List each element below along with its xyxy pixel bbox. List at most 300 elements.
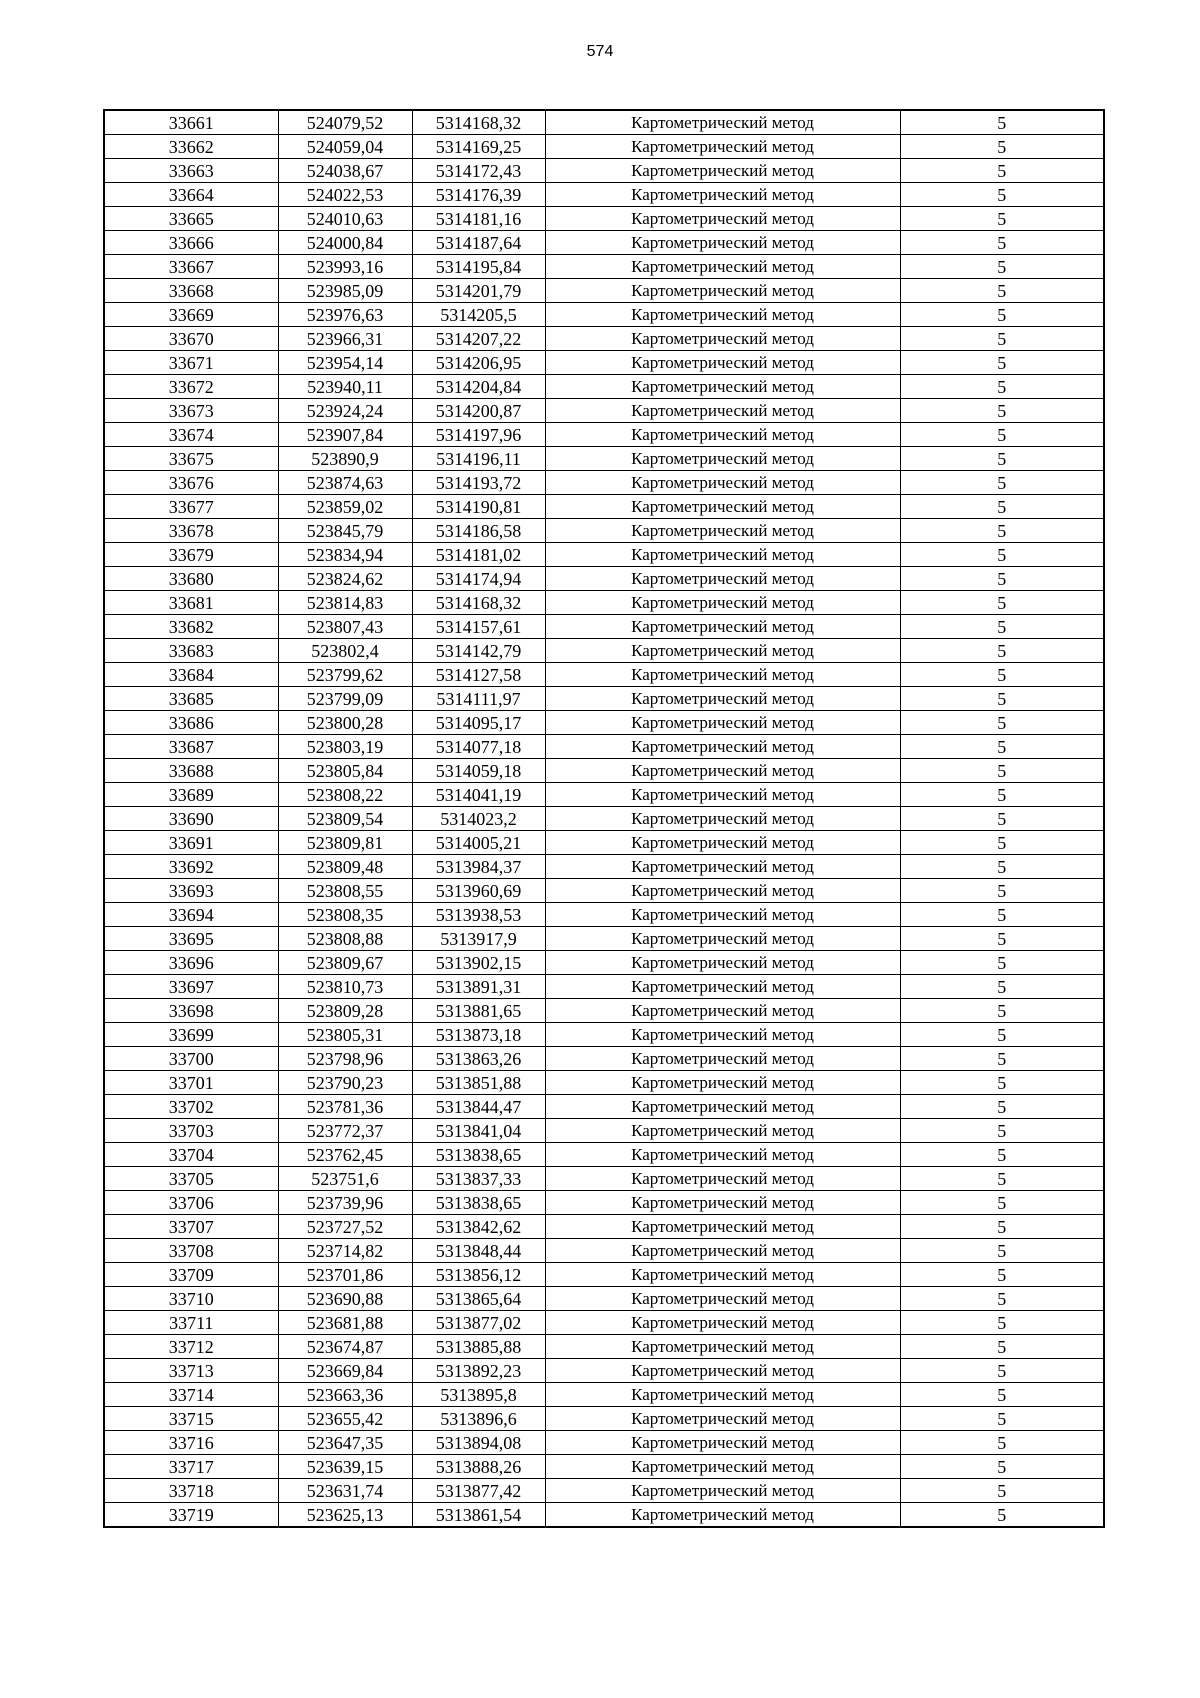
table-row: [104, 711, 1104, 735]
table-row: [104, 1263, 1104, 1287]
method-cell: Картометрический метод: [545, 1167, 900, 1191]
y-coordinate-cell: 5313891,31: [412, 975, 545, 999]
method-cell: Картометрический метод: [545, 159, 900, 183]
x-coordinate-cell: 523924,24: [278, 399, 412, 423]
point-number-cell: 33687: [104, 735, 278, 759]
method-cell: Картометрический метод: [545, 1191, 900, 1215]
method-cell: Картометрический метод: [545, 110, 900, 135]
point-number-cell: 33714: [104, 1383, 278, 1407]
accuracy-cell: 5: [900, 1311, 1104, 1335]
x-coordinate-cell: 523807,43: [278, 615, 412, 639]
y-coordinate-cell: 5314201,79: [412, 279, 545, 303]
table-row: [104, 495, 1104, 519]
accuracy-cell: 5: [900, 591, 1104, 615]
point-number-cell: 33688: [104, 759, 278, 783]
x-coordinate-cell: 523690,88: [278, 1287, 412, 1311]
point-number-cell: 33713: [104, 1359, 278, 1383]
accuracy-cell: 5: [900, 615, 1104, 639]
method-cell: Картометрический метод: [545, 1215, 900, 1239]
method-cell: Картометрический метод: [545, 255, 900, 279]
x-coordinate-cell: 523798,96: [278, 1047, 412, 1071]
table-row: [104, 231, 1104, 255]
accuracy-cell: 5: [900, 1143, 1104, 1167]
table-row: [104, 1503, 1104, 1528]
accuracy-cell: 5: [900, 327, 1104, 351]
x-coordinate-cell: 523845,79: [278, 519, 412, 543]
method-cell: Картометрический метод: [545, 783, 900, 807]
y-coordinate-cell: 5313848,44: [412, 1239, 545, 1263]
point-number-cell: 33672: [104, 375, 278, 399]
accuracy-cell: 5: [900, 1263, 1104, 1287]
accuracy-cell: 5: [900, 110, 1104, 135]
y-coordinate-cell: 5313838,65: [412, 1143, 545, 1167]
table-row: [104, 1047, 1104, 1071]
point-number-cell: 33699: [104, 1023, 278, 1047]
accuracy-cell: 5: [900, 1167, 1104, 1191]
table-row: [104, 1479, 1104, 1503]
table-body: [104, 110, 1104, 1527]
y-coordinate-cell: 5314176,39: [412, 183, 545, 207]
y-coordinate-cell: 5313960,69: [412, 879, 545, 903]
table-row: [104, 327, 1104, 351]
point-number-cell: 33682: [104, 615, 278, 639]
table-row: [104, 543, 1104, 567]
y-coordinate-cell: 5314196,11: [412, 447, 545, 471]
page-number: 574: [586, 43, 614, 60]
y-coordinate-cell: 5314205,5: [412, 303, 545, 327]
y-coordinate-cell: 5314190,81: [412, 495, 545, 519]
method-cell: Картометрический метод: [545, 999, 900, 1023]
y-coordinate-cell: 5314041,19: [412, 783, 545, 807]
method-cell: Картометрический метод: [545, 1263, 900, 1287]
method-cell: Картометрический метод: [545, 1503, 900, 1528]
method-cell: Картометрический метод: [545, 567, 900, 591]
accuracy-cell: 5: [900, 375, 1104, 399]
point-number-cell: 33689: [104, 783, 278, 807]
x-coordinate-cell: 523808,55: [278, 879, 412, 903]
x-coordinate-cell: 524059,04: [278, 135, 412, 159]
y-coordinate-cell: 5313917,9: [412, 927, 545, 951]
accuracy-cell: 5: [900, 543, 1104, 567]
accuracy-cell: 5: [900, 687, 1104, 711]
y-coordinate-cell: 5313851,88: [412, 1071, 545, 1095]
y-coordinate-cell: 5314174,94: [412, 567, 545, 591]
table-row: [104, 1455, 1104, 1479]
point-number-cell: 33711: [104, 1311, 278, 1335]
x-coordinate-cell: 523739,96: [278, 1191, 412, 1215]
method-cell: Картометрический метод: [545, 711, 900, 735]
y-coordinate-cell: 5313863,26: [412, 1047, 545, 1071]
x-coordinate-cell: 523954,14: [278, 351, 412, 375]
x-coordinate-cell: 523824,62: [278, 567, 412, 591]
accuracy-cell: 5: [900, 1191, 1104, 1215]
table-row: [104, 423, 1104, 447]
table-row: [104, 1095, 1104, 1119]
method-cell: Картометрический метод: [545, 1407, 900, 1431]
table-row: [104, 975, 1104, 999]
point-number-cell: 33667: [104, 255, 278, 279]
x-coordinate-cell: 523714,82: [278, 1239, 412, 1263]
x-coordinate-cell: 524000,84: [278, 231, 412, 255]
accuracy-cell: 5: [900, 1359, 1104, 1383]
point-number-cell: 33678: [104, 519, 278, 543]
y-coordinate-cell: 5314186,58: [412, 519, 545, 543]
method-cell: Картометрический метод: [545, 279, 900, 303]
accuracy-cell: 5: [900, 1407, 1104, 1431]
y-coordinate-cell: 5314195,84: [412, 255, 545, 279]
point-number-cell: 33692: [104, 855, 278, 879]
method-cell: Картометрический метод: [545, 879, 900, 903]
x-coordinate-cell: 523625,13: [278, 1503, 412, 1528]
table-row: [104, 159, 1104, 183]
method-cell: Картометрический метод: [545, 207, 900, 231]
y-coordinate-cell: 5314005,21: [412, 831, 545, 855]
y-coordinate-cell: 5314187,64: [412, 231, 545, 255]
method-cell: Картометрический метод: [545, 1287, 900, 1311]
accuracy-cell: 5: [900, 903, 1104, 927]
accuracy-cell: 5: [900, 471, 1104, 495]
method-cell: Картометрический метод: [545, 1119, 900, 1143]
point-number-cell: 33718: [104, 1479, 278, 1503]
accuracy-cell: 5: [900, 1383, 1104, 1407]
accuracy-cell: 5: [900, 303, 1104, 327]
method-cell: Картометрический метод: [545, 951, 900, 975]
table-row: [104, 135, 1104, 159]
x-coordinate-cell: 523799,09: [278, 687, 412, 711]
y-coordinate-cell: 5314111,97: [412, 687, 545, 711]
point-number-cell: 33693: [104, 879, 278, 903]
table-row: [104, 1023, 1104, 1047]
accuracy-cell: 5: [900, 663, 1104, 687]
accuracy-cell: 5: [900, 927, 1104, 951]
accuracy-cell: 5: [900, 855, 1104, 879]
method-cell: Картометрический метод: [545, 351, 900, 375]
table-row: [104, 183, 1104, 207]
x-coordinate-cell: 523655,42: [278, 1407, 412, 1431]
accuracy-cell: 5: [900, 159, 1104, 183]
point-number-cell: 33696: [104, 951, 278, 975]
x-coordinate-cell: 523809,67: [278, 951, 412, 975]
y-coordinate-cell: 5313881,65: [412, 999, 545, 1023]
method-cell: Картометрический метод: [545, 903, 900, 927]
accuracy-cell: 5: [900, 1479, 1104, 1503]
point-number-cell: 33705: [104, 1167, 278, 1191]
y-coordinate-cell: 5314095,17: [412, 711, 545, 735]
table-row: [104, 879, 1104, 903]
point-number-cell: 33676: [104, 471, 278, 495]
accuracy-cell: 5: [900, 879, 1104, 903]
method-cell: Картометрический метод: [545, 519, 900, 543]
method-cell: Картометрический метод: [545, 1455, 900, 1479]
accuracy-cell: 5: [900, 1287, 1104, 1311]
table-row: [104, 615, 1104, 639]
x-coordinate-cell: 523809,54: [278, 807, 412, 831]
point-number-cell: 33685: [104, 687, 278, 711]
method-cell: Картометрический метод: [545, 1311, 900, 1335]
method-cell: Картометрический метод: [545, 231, 900, 255]
accuracy-cell: 5: [900, 1431, 1104, 1455]
table-row: [104, 207, 1104, 231]
method-cell: Картометрический метод: [545, 639, 900, 663]
accuracy-cell: 5: [900, 1215, 1104, 1239]
table-row: [104, 951, 1104, 975]
table-row: [104, 1119, 1104, 1143]
point-number-cell: 33677: [104, 495, 278, 519]
point-number-cell: 33664: [104, 183, 278, 207]
point-number-cell: 33670: [104, 327, 278, 351]
x-coordinate-cell: 523790,23: [278, 1071, 412, 1095]
point-number-cell: 33663: [104, 159, 278, 183]
y-coordinate-cell: 5313838,65: [412, 1191, 545, 1215]
x-coordinate-cell: 523762,45: [278, 1143, 412, 1167]
table-row: [104, 1239, 1104, 1263]
y-coordinate-cell: 5314181,02: [412, 543, 545, 567]
y-coordinate-cell: 5313885,88: [412, 1335, 545, 1359]
y-coordinate-cell: 5314168,32: [412, 110, 545, 135]
table-row: [104, 783, 1104, 807]
x-coordinate-cell: 523669,84: [278, 1359, 412, 1383]
point-number-cell: 33690: [104, 807, 278, 831]
table-row: [104, 1359, 1104, 1383]
point-number-cell: 33707: [104, 1215, 278, 1239]
x-coordinate-cell: 523859,02: [278, 495, 412, 519]
table-row: [104, 1215, 1104, 1239]
table-row: [104, 1335, 1104, 1359]
method-cell: Картометрический метод: [545, 183, 900, 207]
method-cell: Картометрический метод: [545, 591, 900, 615]
x-coordinate-cell: 523808,88: [278, 927, 412, 951]
accuracy-cell: 5: [900, 831, 1104, 855]
point-number-cell: 33671: [104, 351, 278, 375]
point-number-cell: 33703: [104, 1119, 278, 1143]
point-number-cell: 33704: [104, 1143, 278, 1167]
x-coordinate-cell: 523663,36: [278, 1383, 412, 1407]
point-number-cell: 33668: [104, 279, 278, 303]
accuracy-cell: 5: [900, 351, 1104, 375]
table-row: [104, 471, 1104, 495]
table-row: [104, 1311, 1104, 1335]
x-coordinate-cell: 523834,94: [278, 543, 412, 567]
y-coordinate-cell: 5314200,87: [412, 399, 545, 423]
point-number-cell: 33708: [104, 1239, 278, 1263]
y-coordinate-cell: 5314157,61: [412, 615, 545, 639]
y-coordinate-cell: 5314059,18: [412, 759, 545, 783]
y-coordinate-cell: 5313877,42: [412, 1479, 545, 1503]
accuracy-cell: 5: [900, 711, 1104, 735]
table-row: [104, 591, 1104, 615]
table-row: [104, 807, 1104, 831]
accuracy-cell: 5: [900, 207, 1104, 231]
x-coordinate-cell: 523639,15: [278, 1455, 412, 1479]
point-number-cell: 33683: [104, 639, 278, 663]
accuracy-cell: 5: [900, 255, 1104, 279]
accuracy-cell: 5: [900, 1335, 1104, 1359]
method-cell: Картометрический метод: [545, 375, 900, 399]
method-cell: Картометрический метод: [545, 1431, 900, 1455]
y-coordinate-cell: 5313865,64: [412, 1287, 545, 1311]
point-number-cell: 33673: [104, 399, 278, 423]
y-coordinate-cell: 5314023,2: [412, 807, 545, 831]
x-coordinate-cell: 523976,63: [278, 303, 412, 327]
table-row: [104, 1071, 1104, 1095]
point-number-cell: 33674: [104, 423, 278, 447]
point-number-cell: 33686: [104, 711, 278, 735]
point-number-cell: 33710: [104, 1287, 278, 1311]
accuracy-cell: 5: [900, 279, 1104, 303]
table-row: [104, 1407, 1104, 1431]
method-cell: Картометрический метод: [545, 1095, 900, 1119]
y-coordinate-cell: 5313894,08: [412, 1431, 545, 1455]
y-coordinate-cell: 5314181,16: [412, 207, 545, 231]
method-cell: Картометрический метод: [545, 1143, 900, 1167]
accuracy-cell: 5: [900, 1119, 1104, 1143]
point-number-cell: 33684: [104, 663, 278, 687]
accuracy-cell: 5: [900, 447, 1104, 471]
x-coordinate-cell: 523799,62: [278, 663, 412, 687]
point-number-cell: 33662: [104, 135, 278, 159]
accuracy-cell: 5: [900, 1455, 1104, 1479]
method-cell: Картометрический метод: [545, 855, 900, 879]
accuracy-cell: 5: [900, 1239, 1104, 1263]
x-coordinate-cell: 523805,31: [278, 1023, 412, 1047]
y-coordinate-cell: 5313902,15: [412, 951, 545, 975]
method-cell: Картометрический метод: [545, 807, 900, 831]
method-cell: Картометрический метод: [545, 1359, 900, 1383]
x-coordinate-cell: 523805,84: [278, 759, 412, 783]
y-coordinate-cell: 5314168,32: [412, 591, 545, 615]
y-coordinate-cell: 5313938,53: [412, 903, 545, 927]
y-coordinate-cell: 5313892,23: [412, 1359, 545, 1383]
point-number-cell: 33698: [104, 999, 278, 1023]
x-coordinate-cell: 523681,88: [278, 1311, 412, 1335]
point-number-cell: 33716: [104, 1431, 278, 1455]
x-coordinate-cell: 523940,11: [278, 375, 412, 399]
method-cell: Картометрический метод: [545, 495, 900, 519]
table-row: [104, 519, 1104, 543]
table-row: [104, 831, 1104, 855]
table-row: [104, 303, 1104, 327]
accuracy-cell: 5: [900, 1047, 1104, 1071]
y-coordinate-cell: 5313877,02: [412, 1311, 545, 1335]
y-coordinate-cell: 5314207,22: [412, 327, 545, 351]
point-number-cell: 33681: [104, 591, 278, 615]
method-cell: Картометрический метод: [545, 303, 900, 327]
accuracy-cell: 5: [900, 567, 1104, 591]
y-coordinate-cell: 5313896,6: [412, 1407, 545, 1431]
y-coordinate-cell: 5313837,33: [412, 1167, 545, 1191]
x-coordinate-cell: 523993,16: [278, 255, 412, 279]
method-cell: Картометрический метод: [545, 423, 900, 447]
point-number-cell: 33697: [104, 975, 278, 999]
accuracy-cell: 5: [900, 231, 1104, 255]
y-coordinate-cell: 5313984,37: [412, 855, 545, 879]
table-row: [104, 1431, 1104, 1455]
y-coordinate-cell: 5314197,96: [412, 423, 545, 447]
x-coordinate-cell: 523809,48: [278, 855, 412, 879]
method-cell: Картометрический метод: [545, 1383, 900, 1407]
y-coordinate-cell: 5314206,95: [412, 351, 545, 375]
x-coordinate-cell: 523809,28: [278, 999, 412, 1023]
point-number-cell: 33706: [104, 1191, 278, 1215]
x-coordinate-cell: 523809,81: [278, 831, 412, 855]
accuracy-cell: 5: [900, 807, 1104, 831]
y-coordinate-cell: 5313895,8: [412, 1383, 545, 1407]
table-row: [104, 735, 1104, 759]
point-number-cell: 33680: [104, 567, 278, 591]
accuracy-cell: 5: [900, 951, 1104, 975]
table-row: [104, 759, 1104, 783]
x-coordinate-cell: 523647,35: [278, 1431, 412, 1455]
x-coordinate-cell: 523810,73: [278, 975, 412, 999]
table-row: [104, 999, 1104, 1023]
y-coordinate-cell: 5313888,26: [412, 1455, 545, 1479]
accuracy-cell: 5: [900, 1095, 1104, 1119]
method-cell: Картометрический метод: [545, 927, 900, 951]
method-cell: Картометрический метод: [545, 399, 900, 423]
table-row: [104, 375, 1104, 399]
y-coordinate-cell: 5314169,25: [412, 135, 545, 159]
table-row: [104, 399, 1104, 423]
method-cell: Картометрический метод: [545, 735, 900, 759]
table-row: [104, 110, 1104, 135]
point-number-cell: 33712: [104, 1335, 278, 1359]
x-coordinate-cell: 523751,6: [278, 1167, 412, 1191]
accuracy-cell: 5: [900, 1023, 1104, 1047]
accuracy-cell: 5: [900, 1503, 1104, 1528]
table-row: [104, 1143, 1104, 1167]
x-coordinate-cell: 524079,52: [278, 110, 412, 135]
table-row: [104, 351, 1104, 375]
coordinates-table: [103, 109, 1105, 1528]
y-coordinate-cell: 5314077,18: [412, 735, 545, 759]
accuracy-cell: 5: [900, 639, 1104, 663]
x-coordinate-cell: 523814,83: [278, 591, 412, 615]
x-coordinate-cell: 523802,4: [278, 639, 412, 663]
method-cell: Картометрический метод: [545, 759, 900, 783]
method-cell: Картометрический метод: [545, 1239, 900, 1263]
x-coordinate-cell: 523800,28: [278, 711, 412, 735]
table-row: [104, 1287, 1104, 1311]
y-coordinate-cell: 5314142,79: [412, 639, 545, 663]
method-cell: Картометрический метод: [545, 543, 900, 567]
x-coordinate-cell: 523985,09: [278, 279, 412, 303]
accuracy-cell: 5: [900, 735, 1104, 759]
x-coordinate-cell: 524010,63: [278, 207, 412, 231]
accuracy-cell: 5: [900, 135, 1104, 159]
accuracy-cell: 5: [900, 783, 1104, 807]
x-coordinate-cell: 523808,22: [278, 783, 412, 807]
method-cell: Картометрический метод: [545, 1479, 900, 1503]
point-number-cell: 33695: [104, 927, 278, 951]
method-cell: Картометрический метод: [545, 1335, 900, 1359]
table-row: [104, 567, 1104, 591]
method-cell: Картометрический метод: [545, 327, 900, 351]
point-number-cell: 33669: [104, 303, 278, 327]
point-number-cell: 33679: [104, 543, 278, 567]
point-number-cell: 33701: [104, 1071, 278, 1095]
point-number-cell: 33661: [104, 110, 278, 135]
y-coordinate-cell: 5313861,54: [412, 1503, 545, 1528]
x-coordinate-cell: 523907,84: [278, 423, 412, 447]
method-cell: Картометрический метод: [545, 663, 900, 687]
table-row: [104, 1167, 1104, 1191]
method-cell: Картометрический метод: [545, 687, 900, 711]
accuracy-cell: 5: [900, 423, 1104, 447]
point-number-cell: 33666: [104, 231, 278, 255]
method-cell: Картометрический метод: [545, 471, 900, 495]
accuracy-cell: 5: [900, 1071, 1104, 1095]
method-cell: Картометрический метод: [545, 447, 900, 471]
